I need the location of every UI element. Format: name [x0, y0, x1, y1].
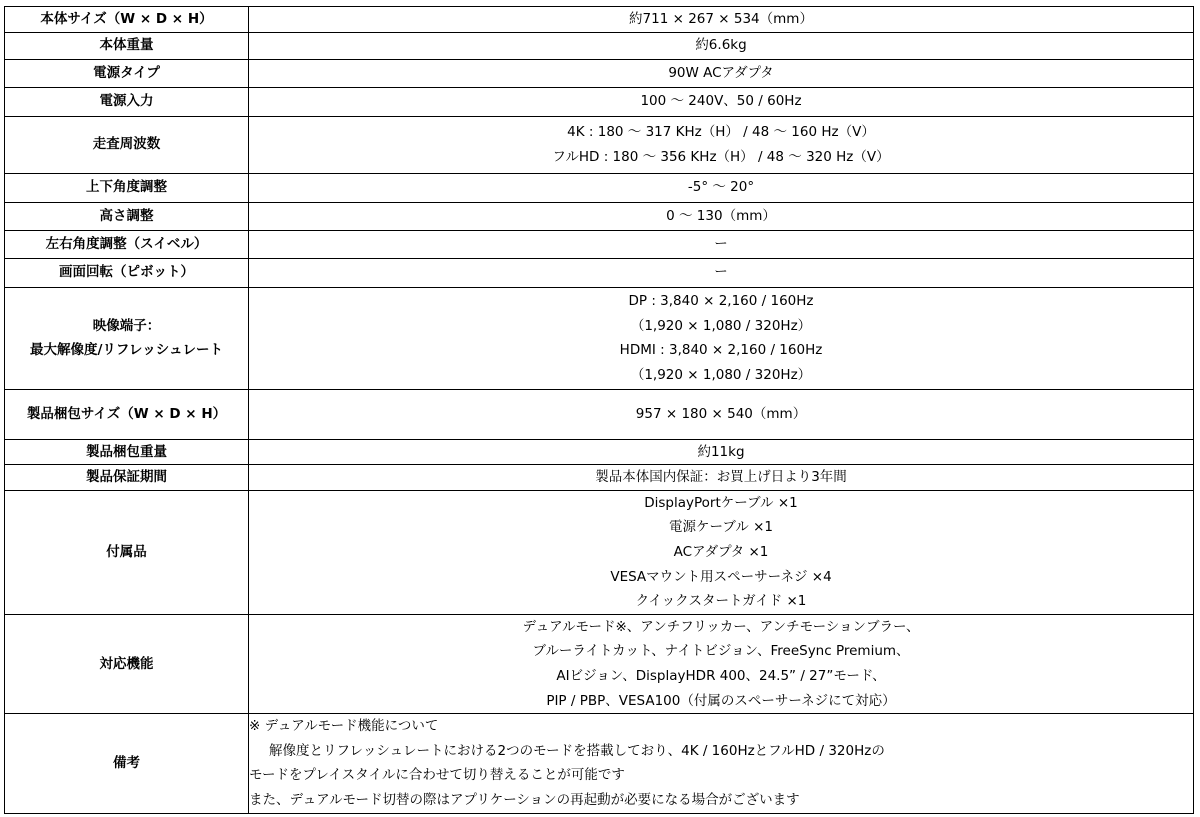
row-tilt: [5, 173, 1194, 202]
row-accessories: [5, 490, 1194, 614]
value-swivel: ー: [249, 230, 1194, 258]
label-swivel: 左右角度調整（スイベル）: [5, 230, 249, 258]
note-line: また、デュアルモード切替の際はアプリケーションの再起動が必要になる場合がございます: [249, 791, 800, 808]
label-video-ports: 映像端子： 最大解像度/リフレッシュレート: [5, 287, 249, 389]
value-features: デュアルモード※、アンチフリッカー、アンチモーションブラー、 ブルーライトカット、ナイトビジョン、FreeSync Premium、 AIビジョン、DisplayHDR 400、24.5” / 27”モード、 PIP / PBP、VESA100（付属のスペーサーネジにて対応）: [249, 614, 1194, 713]
label-tilt: 上下角度調整: [5, 173, 249, 202]
label-features: 対応機能: [5, 614, 249, 713]
value-pivot: ー: [249, 258, 1194, 287]
value-power-type: 90W ACアダプタ: [249, 59, 1194, 87]
row-notes: [5, 714, 1194, 813]
row-features: [5, 614, 1194, 713]
row-swivel: [5, 230, 1194, 258]
value-power-input: 100 ～ 240V、50 / 60Hz: [249, 87, 1194, 116]
label-body-weight: 本体重量: [5, 32, 249, 59]
value-package-weight: 約11kg: [249, 439, 1194, 465]
label-warranty: 製品保証期間: [5, 465, 249, 491]
label-power-input: 電源入力: [5, 87, 249, 116]
note-line: 解像度とリフレッシュレートにおける2つのモードを搭載しており、4K / 160HzとフルHD / 320Hzの: [269, 742, 885, 759]
row-video-ports: [5, 287, 1194, 389]
value-scan-frequency: 4K : 180 ～ 317 KHz（H） / 48 ～ 160 Hz（V） フルHD : 180 ～ 356 KHz（H） / 48 ～ 320 Hz（V）: [249, 116, 1194, 173]
label-package-weight: 製品梱包重量: [5, 439, 249, 465]
spec-table-body: [5, 7, 1194, 814]
value-tilt: -5° ～ 20°: [249, 173, 1194, 202]
value-notes: [249, 714, 1194, 813]
row-body-weight: [5, 32, 1194, 59]
label-height-adjust: 高さ調整: [5, 202, 249, 230]
row-package-weight: [5, 439, 1194, 465]
note-line: モードをプレイスタイルに合わせて切り替えることが可能です: [249, 767, 625, 784]
label-accessories: 付属品: [5, 490, 249, 614]
note-line: ※ デュアルモード機能について: [249, 718, 439, 735]
row-warranty: [5, 465, 1194, 491]
spec-table: [4, 6, 1194, 814]
value-video-ports: DP : 3,840 × 2,160 / 160Hz （1,920 × 1,080 / 320Hz） HDMI : 3,840 × 2,160 / 160Hz （1,920 × 1,080 / 320Hz）: [249, 287, 1194, 389]
value-body-size: 約711 × 267 × 534（mm）: [249, 7, 1194, 33]
value-body-weight: 約6.6kg: [249, 32, 1194, 59]
row-power-type: [5, 59, 1194, 87]
row-package-size: [5, 389, 1194, 439]
value-package-size: 957 × 180 × 540（mm）: [249, 389, 1194, 439]
row-pivot: [5, 258, 1194, 287]
label-power-type: 電源タイプ: [5, 59, 249, 87]
value-accessories: DisplayPortケーブル ×1 電源ケーブル ×1 ACアダプタ ×1 VESAマウント用スペーサーネジ ×4 クイックスタートガイド ×1: [249, 490, 1194, 614]
label-body-size: 本体サイズ（W × D × H）: [5, 7, 249, 33]
row-height-adjust: [5, 202, 1194, 230]
label-package-size: 製品梱包サイズ（W × D × H）: [5, 389, 249, 439]
row-body-size: [5, 7, 1194, 33]
value-warranty: 製品本体国内保証：お買上げ日より3年間: [249, 465, 1194, 491]
row-scan-frequency: [5, 116, 1194, 173]
label-scan-frequency: 走査周波数: [5, 116, 249, 173]
label-notes: 備考: [5, 714, 249, 813]
value-height-adjust: 0 ～ 130（mm）: [249, 202, 1194, 230]
row-power-input: [5, 87, 1194, 116]
label-pivot: 画面回転（ピボット）: [5, 258, 249, 287]
